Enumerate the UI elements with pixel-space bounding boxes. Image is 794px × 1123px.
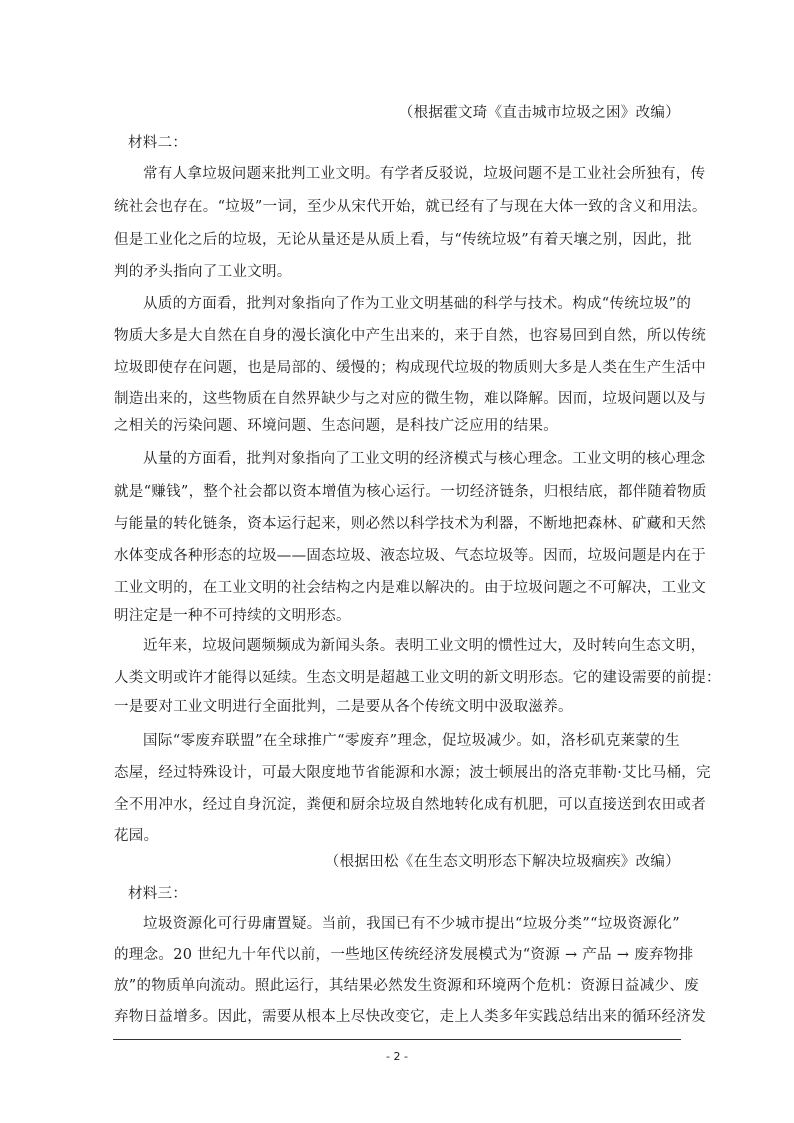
section-heading: 材料二：	[128, 135, 188, 151]
source-note: （根据田松《在生态文明形态下解决垃圾痼疾》改编）	[324, 854, 680, 870]
paragraph-line: 全不用冲水，经过自身沉淀，粪便和厨余垃圾自然地转化成有机肥，可以直接送到农田或者	[114, 797, 706, 813]
section-heading: 材料三：	[128, 886, 188, 902]
paragraph-line: 弃物日益增多。因此，需要从根本上尽快改变它，走上人类多年实践总结出来的循环经济发	[114, 1009, 706, 1025]
paragraph-line: 统社会也存在。“垃圾”一词，至少从宋代开始，就已经有了与现在大体一致的含义和用法。	[114, 199, 707, 215]
paragraph-line: 花园。	[114, 828, 159, 844]
paragraph-line: 物质大多是大自然在自身的漫长演化中产生出来的，来于自然，也容易回到自然，所以传统	[114, 328, 706, 344]
paragraph-line: 放”的物质单向流动。照此运行，其结果必然发生资源和环境两个危机：资源日益减少、废	[114, 978, 699, 994]
paragraph-line: 垃圾即使存在问题，也是局部的、缓慢的；构成现代垃圾的物质则大多是人类在生产生活中	[114, 360, 706, 376]
paragraph-line: 之相关的污染问题、环境问题、生态问题，是科技广泛应用的结果。	[114, 418, 558, 434]
paragraph-line: 制造出来的，这些物质在自然界缺少与之对应的微生物，难以降解。因而，垃圾问题以及与	[114, 391, 706, 407]
paragraph-line: 就是“赚钱”，整个社会都以资本增值为核心运行。一切经济链条，归根结底，都伴随着物质	[114, 484, 707, 500]
paragraph-line: 人类文明或许才能得以延续。生态文明是超越工业文明的新文明形态。它的建设需要的前提：	[114, 670, 721, 686]
paragraph-line: 工业文明的，在工业文明的社会结构之内是难以解决的。由于垃圾问题之不可解决，工业文	[114, 580, 706, 596]
paragraph-line: 垃圾资源化可行毋庸置疑。当前，我国已有不少城市提出“垃圾分类”“垃圾资源化”	[143, 916, 680, 932]
paragraph-line: 一是要对工业文明进行全面批判，二是要从各个传统文明中汲取滋养。	[114, 699, 573, 715]
paragraph-line: 近年来，垃圾问题频频成为新闻头条。表明工业文明的惯性过大，及时转向生态文明，	[143, 638, 706, 654]
paragraph-line: 水体变成各种形态的垃圾——固态垃圾、液态垃圾、气态垃圾等。因而，垃圾问题是内在于	[114, 548, 706, 564]
source-note: （根据霍文琦《直击城市垃圾之困》改编）	[398, 105, 680, 121]
paragraph-line: 态屋，经过特殊设计，可最大限度地节省能源和水源；波士顿展出的洛克菲勒·艾比马桶，完	[114, 765, 711, 781]
footer-divider	[113, 1039, 681, 1040]
page-number: - 2 -	[386, 1050, 408, 1063]
paragraph-line: 判的矛头指向了工业文明。	[114, 264, 292, 280]
paragraph-line: 从质的方面看，批判对象指向了作为工业文明基础的科学与技术。构成“传统垃圾”的	[143, 296, 692, 312]
paragraph-line: 明注定是一种不可持续的文明形态。	[114, 608, 351, 624]
paragraph-line: 与能量的转化链条，资本运行起来，则必然以科学技术为利器，不断地把森林、矿藏和天然	[114, 516, 706, 532]
paragraph-line: 但是工业化之后的垃圾，无论从量还是从质上看，与“传统垃圾”有着天壤之别，因此，批	[114, 232, 692, 248]
paragraph-line: 常有人拿垃圾问题来批判工业文明。有学者反驳说，垃圾问题不是工业社会所独有，传	[143, 166, 706, 182]
paragraph-line: 国际“零废弃联盟”在全球推广“零废弃”理念，促垃圾减少。如，洛杉矶克莱蒙的生	[143, 733, 680, 749]
paragraph-line: 从量的方面看，批判对象指向了工业文明的经济模式与核心理念。工业文明的核心理念	[143, 451, 706, 467]
paragraph-line: 的理念。20 世纪九十年代以前，一些地区传统经济发展模式为“资源 → 产品 → 废弃物排	[114, 947, 694, 963]
